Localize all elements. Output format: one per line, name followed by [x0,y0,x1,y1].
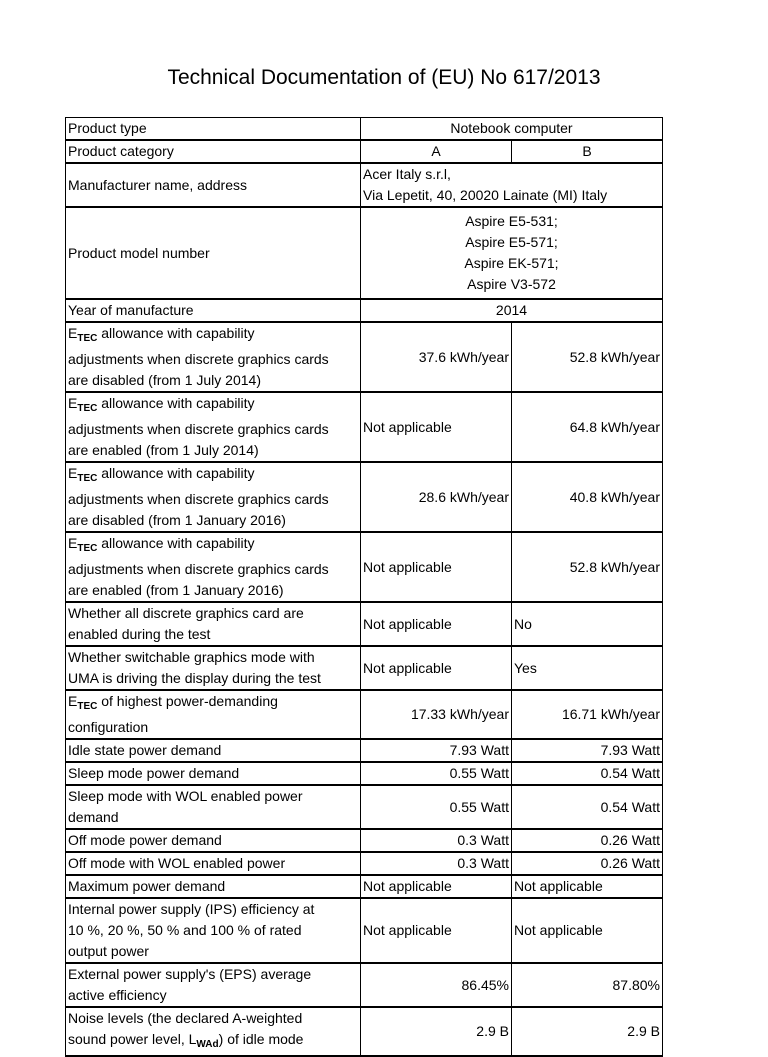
label-line: sound power level, L [68,1031,197,1047]
table-row [66,739,663,762]
label-line: Noise levels (the declared A-weighted [68,1010,303,1026]
etec-symbol: E [68,395,78,411]
row-label [66,462,361,532]
label-line: adjustments when discrete graphics cards [68,351,329,367]
value-a: Not applicable [361,875,512,898]
row-label [66,1007,361,1056]
value-b: Yes [512,646,663,690]
model-number: Aspire EK-571; [464,255,559,271]
label-line: ) of idle mode [218,1031,304,1047]
model-number: Aspire V3-572 [467,276,556,292]
label-line: UMA is driving the display during the test [68,670,321,686]
label-line: configuration [68,719,149,735]
table-row [66,392,663,462]
etec-subscript: TEC [77,701,98,712]
value-a: 17.33 kWh/year [361,690,512,739]
table-row [66,602,663,646]
value-a: 7.93 Watt [361,739,512,762]
value-b: 40.8 kWh/year [512,462,663,532]
row-label: Year of manufacture [66,299,361,322]
value-a: 2.9 B [361,1007,512,1056]
table-row [66,118,663,141]
product-type-value: Notebook computer [361,118,663,141]
table-row [66,875,663,898]
lwad-subscript: WAd [196,1039,219,1050]
value-a: Not applicable [361,646,512,690]
category-b: B [512,140,663,163]
model-number: Aspire E5-571; [465,234,558,250]
etec-symbol: E [68,325,78,341]
model-numbers [361,207,663,299]
value-b: Not applicable [512,875,663,898]
table-row [66,532,663,602]
value-a: 0.55 Watt [361,762,512,785]
row-label [66,602,361,646]
row-label: Manufacturer name, address [66,163,361,207]
value-b: 0.54 Watt [512,785,663,829]
value-a: Not applicable [361,392,512,462]
value-b: 0.54 Watt [512,762,663,785]
label-line: demand [68,809,119,825]
label-line: allowance with capability [97,535,255,551]
label-line: are enabled (from 1 July 2014) [68,442,259,458]
table-row [66,299,663,322]
category-a: A [361,140,512,163]
year-value: 2014 [361,299,663,322]
row-label: Product model number [66,207,361,299]
row-label: Off mode with WOL enabled power [66,852,361,875]
table-row [66,462,663,532]
model-number: Aspire E5-531; [465,213,558,229]
etec-subscript: TEC [77,403,98,414]
table-row [66,852,663,875]
manufacturer-value [361,163,663,207]
etec-subscript: TEC [77,543,98,554]
value-b: No [512,602,663,646]
label-line: adjustments when discrete graphics cards [68,561,329,577]
label-line: are enabled (from 1 January 2016) [68,582,284,598]
row-label [66,963,361,1007]
value-b: 0.26 Watt [512,852,663,875]
table-row [66,322,663,392]
table-row [66,207,663,299]
label-line: are disabled (from 1 January 2016) [68,512,286,528]
value-a: 37.6 kWh/year [361,322,512,392]
value-b: 16.71 kWh/year [512,690,663,739]
row-label [66,646,361,690]
row-label: Product category [66,140,361,163]
table-row [66,1007,663,1056]
value-a: 0.3 Watt [361,852,512,875]
row-label [66,785,361,829]
table-row [66,140,663,163]
label-line: External power supply's (EPS) average [68,966,312,982]
row-label: Maximum power demand [66,875,361,898]
table-row [66,785,663,829]
etec-subscript: TEC [77,473,98,484]
etec-symbol: E [68,535,78,551]
value-a: 0.55 Watt [361,785,512,829]
value-a: Not applicable [361,532,512,602]
table-row [66,646,663,690]
etec-symbol: E [68,693,78,709]
label-line: allowance with capability [97,465,255,481]
label-line: allowance with capability [97,395,255,411]
manufacturer-address: Via Lepetit, 40, 20020 Lainate (MI) Italy [363,187,608,203]
value-b: 52.8 kWh/year [512,532,663,602]
label-line: 10 %, 20 %, 50 % and 100 % of rated [68,922,302,938]
label-line: allowance with capability [97,325,255,341]
value-b: 52.8 kWh/year [512,322,663,392]
table-row [66,163,663,207]
etec-symbol: E [68,465,78,481]
row-label [66,392,361,462]
row-label: Product type [66,118,361,141]
row-label [66,322,361,392]
page-title: Technical Documentation of (EU) No 617/2013 [167,66,601,89]
label-line: active efficiency [68,987,167,1003]
value-a: 28.6 kWh/year [361,462,512,532]
row-label [66,532,361,602]
value-b: 64.8 kWh/year [512,392,663,462]
table-row [66,898,663,963]
table-row [66,963,663,1007]
table-row [66,690,663,739]
value-a: Not applicable [361,898,512,963]
label-line: adjustments when discrete graphics cards [68,421,329,437]
etec-subscript: TEC [77,333,98,344]
row-label [66,898,361,963]
value-a: 0.3 Watt [361,829,512,852]
label-line: output power [68,943,149,959]
value-b: 0.26 Watt [512,829,663,852]
label-line: adjustments when discrete graphics cards [68,491,329,507]
label-line: enabled during the test [68,626,211,642]
value-a: Not applicable [361,602,512,646]
manufacturer-name: Acer Italy s.r.l, [363,166,451,182]
table-row [66,762,663,785]
table-row [66,829,663,852]
row-label: Off mode power demand [66,829,361,852]
label-line: Sleep mode with WOL enabled power [68,788,303,804]
row-label [66,690,361,739]
label-line: Whether all discrete graphics card are [68,605,304,621]
row-label: Idle state power demand [66,739,361,762]
label-line: Whether switchable graphics mode with [68,649,315,665]
technical-documentation-table [65,117,663,1057]
value-b: 2.9 B [512,1007,663,1056]
value-b: 87.80% [512,963,663,1007]
label-line: Internal power supply (IPS) efficiency at [68,901,315,917]
row-label: Sleep mode power demand [66,762,361,785]
value-b: 7.93 Watt [512,739,663,762]
label-line: of highest power-demanding [97,693,278,709]
value-b: Not applicable [512,898,663,963]
label-line: are disabled (from 1 July 2014) [68,372,261,388]
value-a: 86.45% [361,963,512,1007]
